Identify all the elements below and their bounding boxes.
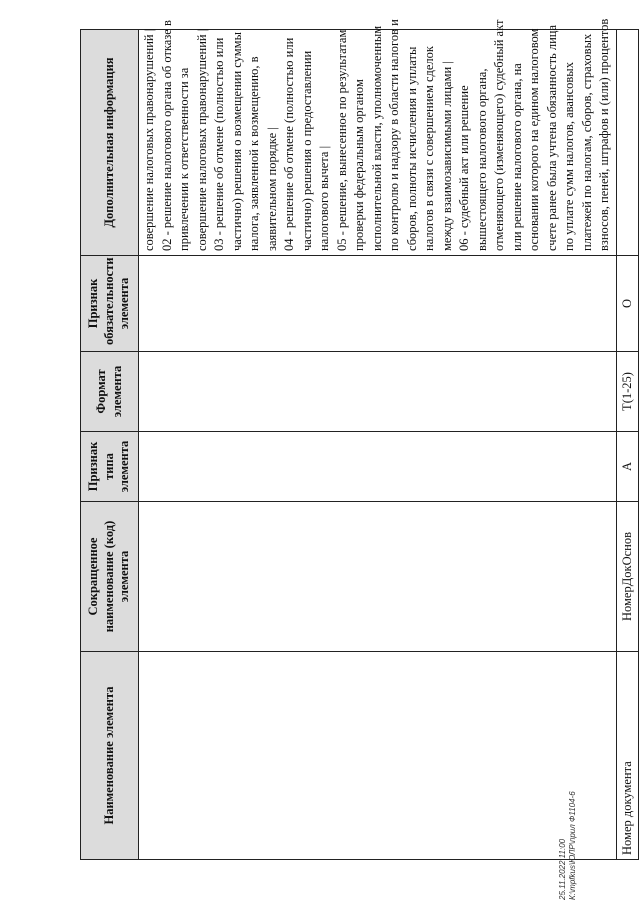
info-text-line: 06 - судебный акт или решение — [457, 85, 471, 251]
stamp-path: К:\mpfkus\ЮЛР\прил Ф1104-6 — [568, 791, 577, 900]
cell-required — [139, 256, 617, 352]
info-text-line: сборов, полноты исчисления и уплаты — [404, 46, 419, 251]
print-stamp — [558, 700, 578, 900]
header-required: Признак обязательности элемента — [81, 256, 139, 352]
info-text-line: частично) решения о возмещении суммы — [229, 32, 244, 251]
cell-element-name — [139, 652, 617, 860]
info-text-line: 03 - решение об отмене (полностью или — [212, 37, 226, 251]
header-element-name: Наименование элемента — [81, 652, 139, 860]
info-text-line: взносов, пеней, штрафов и (или) процентов — [597, 18, 611, 251]
info-text-line: между взаимозависимыми лицами | — [439, 61, 454, 251]
info-text-line: основании которого на едином налоговом — [527, 28, 541, 251]
cell-required: О — [616, 256, 639, 352]
header-format: Формат элемента — [81, 352, 139, 432]
cell-type — [139, 432, 617, 502]
info-text-line: отменяющего (изменяющего) судебный акт — [492, 19, 506, 251]
info-text-line: частично) решения о предоставлении — [299, 50, 314, 251]
cell-element-name: Номер документа — [616, 652, 639, 860]
info-text-line: 02 - решение налогового органа об отказе в — [159, 20, 174, 251]
info-text-line: вышестоящего налогового органа, — [474, 68, 489, 251]
info-text-line: 04 - решение об отмене (полностью или — [282, 37, 296, 251]
header-type: Признак типа элемента — [81, 432, 139, 502]
cell-additional-info — [616, 30, 639, 256]
info-text-line: совершение налоговых правонарушений | — [194, 28, 209, 251]
header-short-name: Сокращенное наименование (код) элемента — [81, 502, 139, 652]
info-text-line: проверки федеральным органом — [352, 79, 366, 251]
info-text-line: платежей по налогам, сборов, страховых — [579, 33, 594, 251]
info-text-line: налогов в связи с совершением сделок — [422, 46, 436, 251]
info-text-line: счете ранее была учтена обязанность лица — [544, 24, 559, 251]
cell-short-name — [139, 502, 617, 652]
info-text-line: 05 - решение, вынесенное по результатам — [334, 29, 349, 251]
info-text-line: по контролю и надзору в области налогов и — [387, 19, 401, 251]
table-header-row — [81, 30, 139, 860]
table-row — [616, 30, 639, 860]
cell-short-name: НомерДокОснов — [616, 502, 639, 652]
cell-format: T(1-25) — [616, 352, 639, 432]
elements-table — [80, 18, 639, 860]
info-text-line: налогового вычета | — [317, 145, 331, 251]
stamp-date: 25.11.2022 11:00 — [558, 838, 567, 900]
cell-type: А — [616, 432, 639, 502]
info-text-line: или решение налогового органа, на — [509, 63, 524, 251]
info-text-line: заявительном порядке | — [264, 127, 279, 251]
info-text-line: совершение налоговых правонарушений | — [142, 28, 156, 251]
cell-additional-info — [139, 18, 617, 256]
info-text-line: исполнительной власти, уполномоченным — [369, 25, 384, 251]
info-text-line: по уплате сумм налогов, авансовых — [562, 62, 576, 251]
info-text-line: привлечении к ответственности за — [177, 67, 191, 251]
table-row — [139, 30, 617, 860]
header-additional-info: Дополнительная информация — [81, 30, 139, 256]
info-text-line: налога, заявленной к возмещению, в — [247, 56, 261, 251]
cell-format — [139, 352, 617, 432]
